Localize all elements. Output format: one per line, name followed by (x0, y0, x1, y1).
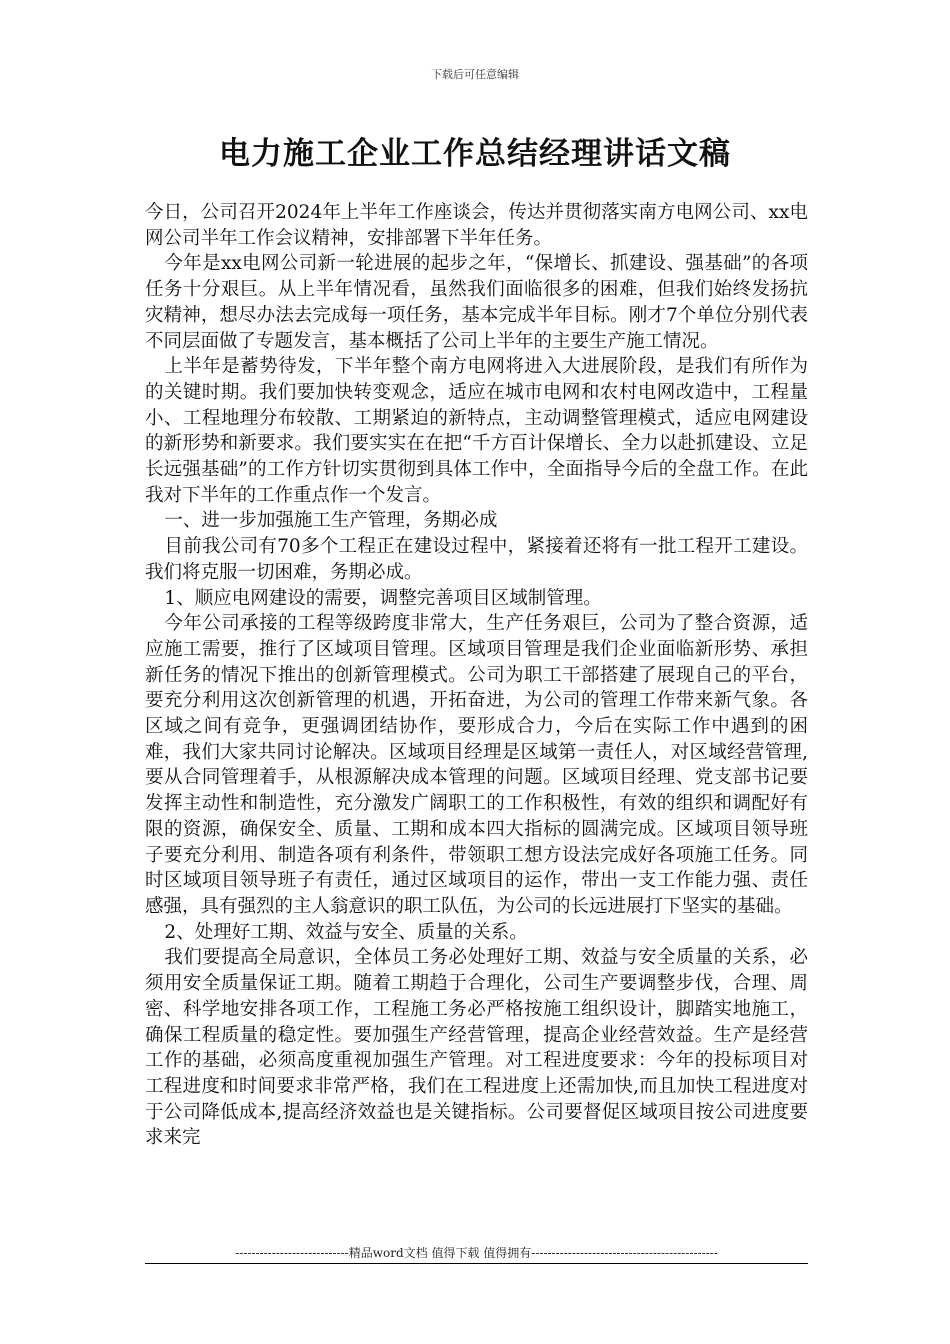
paragraph-schedule-quality: 我们要提高全局意识，全体员工务必处理好工期、效益与安全质量的关系，必须用安全质量保证工期。随着工期趋于合理化，公司生产要调整步伐，合理、周密、科学地安排各项工作，工程施工务必严格按施工组织设计，脚踏实地施工，确保工程质量的稳定性。要加强生产经营管理，提高企业经营效益。生产是经营工作的基础，必须高度重视加强生产管理。对工程进度要求：今年的投标项目对工程进度和时间要求非常严格，我们在工程进度上还需加快,而且加快工程进度对于公司降低成本,提高经济效益也是关键指标。公司要督促区域项目按公司进度要求来完 (145, 947, 808, 1149)
subheading-2: 2、处理好工期、效益与安全、质量的关系。 (164, 921, 528, 943)
paragraph-intro: 今日，公司召开2024年上半年工作座谈会，传达并贯彻落实南方电网公司、xx电网公司半年工作会议精神，安排部署下半年任务。 (145, 202, 808, 249)
footer-divider (145, 1263, 808, 1264)
subheading-1: 1、顺应电网建设的需要，调整完善项目区域制管理。 (164, 587, 602, 609)
section-heading-1: 一、进一步加强施工生产管理，务期必成 (164, 510, 498, 532)
paragraph-regional-management: 今年公司承接的工程等级跨度非常大，生产任务艰巨，公司为了整合资源，适应施工需要，推行了区域项目管理。区域项目管理是我们企业面临新形势、承担新任务的情况下推出的创新管理模式。公司为职工干部搭建了展现自己的平台，要充分利用这次创新管理的机遇，开拓奋进，为公司的管理工作带来新气象。各区域之间有竞争，更强调团结协作，要形成合力，今后在实际工作中遇到的困难，我们大家共同讨论解决。区域项目经理是区域第一责任人，对区域经营管理,要从合同管理着手，从根源解决成本管理的问题。区域项目经理、党支部书记要发挥主动性和制造性，充分激发广阔职工的工作积极性，有效的组织和调配好有限的资源，确保安全、质量、工期和成本四大指标的圆满完成。区域项目领导班子要充分利用、制造各项有利条件，带领职工想方设法完成好各项施工任务。同时区域项目领导班子有责任，通过区域项目的运作，带出一支工作能力强、责任感强，具有强烈的主人翁意识的职工队伍，为公司的长远进展打下坚实的基础。 (145, 613, 808, 917)
paragraph-projects-status: 目前我公司有70多个工程正在建设过程中，紧接着还将有一批工程开工建设。我们将克服一切困难，务期必成。 (145, 536, 808, 583)
page-header-note: 下载后可任意编辑 (431, 68, 519, 81)
paragraph-first-half-review: 今年是xx电网公司新一轮进展的起步之年，“保增长、抓建设、强基础”的各项任务十分艰巨。从上半年情况看，虽然我们面临很多的困难，但我们始终发扬抗灾精神，想尽办法去完成每一项任务，基本完成半年目标。刚才7个单位分别代表不同层面做了专题发言，基本概括了公司上半年的主要生产施工情况。 (145, 253, 808, 352)
paragraph-second-half-outlook: 上半年是蓄势待发，下半年整个南方电网将进入大进展阶段，是我们有所作为的关键时期。我们要加快转变观念，适应在城市电网和农村电网改造中，工程量小、工程地理分布较散、工期紧迫的新特点，主动调整管理模式，适应电网建设的新形势和新要求。我们要实实在在把“千方百计保增长、全力以赴抓建设、立足长远强基础”的工作方针切实贯彻到具体工作中，全面指导今后的全盘工作。在此我对下半年的工作重点作一个发言。 (145, 356, 808, 506)
page-footer-note: ----------------------------精品word文档 值得下载 值得拥有---------------------------------------------- (235, 1246, 718, 1260)
document-title: 电力施工企业工作总结经理讲话文稿 (219, 136, 731, 172)
document-body (145, 200, 808, 1151)
